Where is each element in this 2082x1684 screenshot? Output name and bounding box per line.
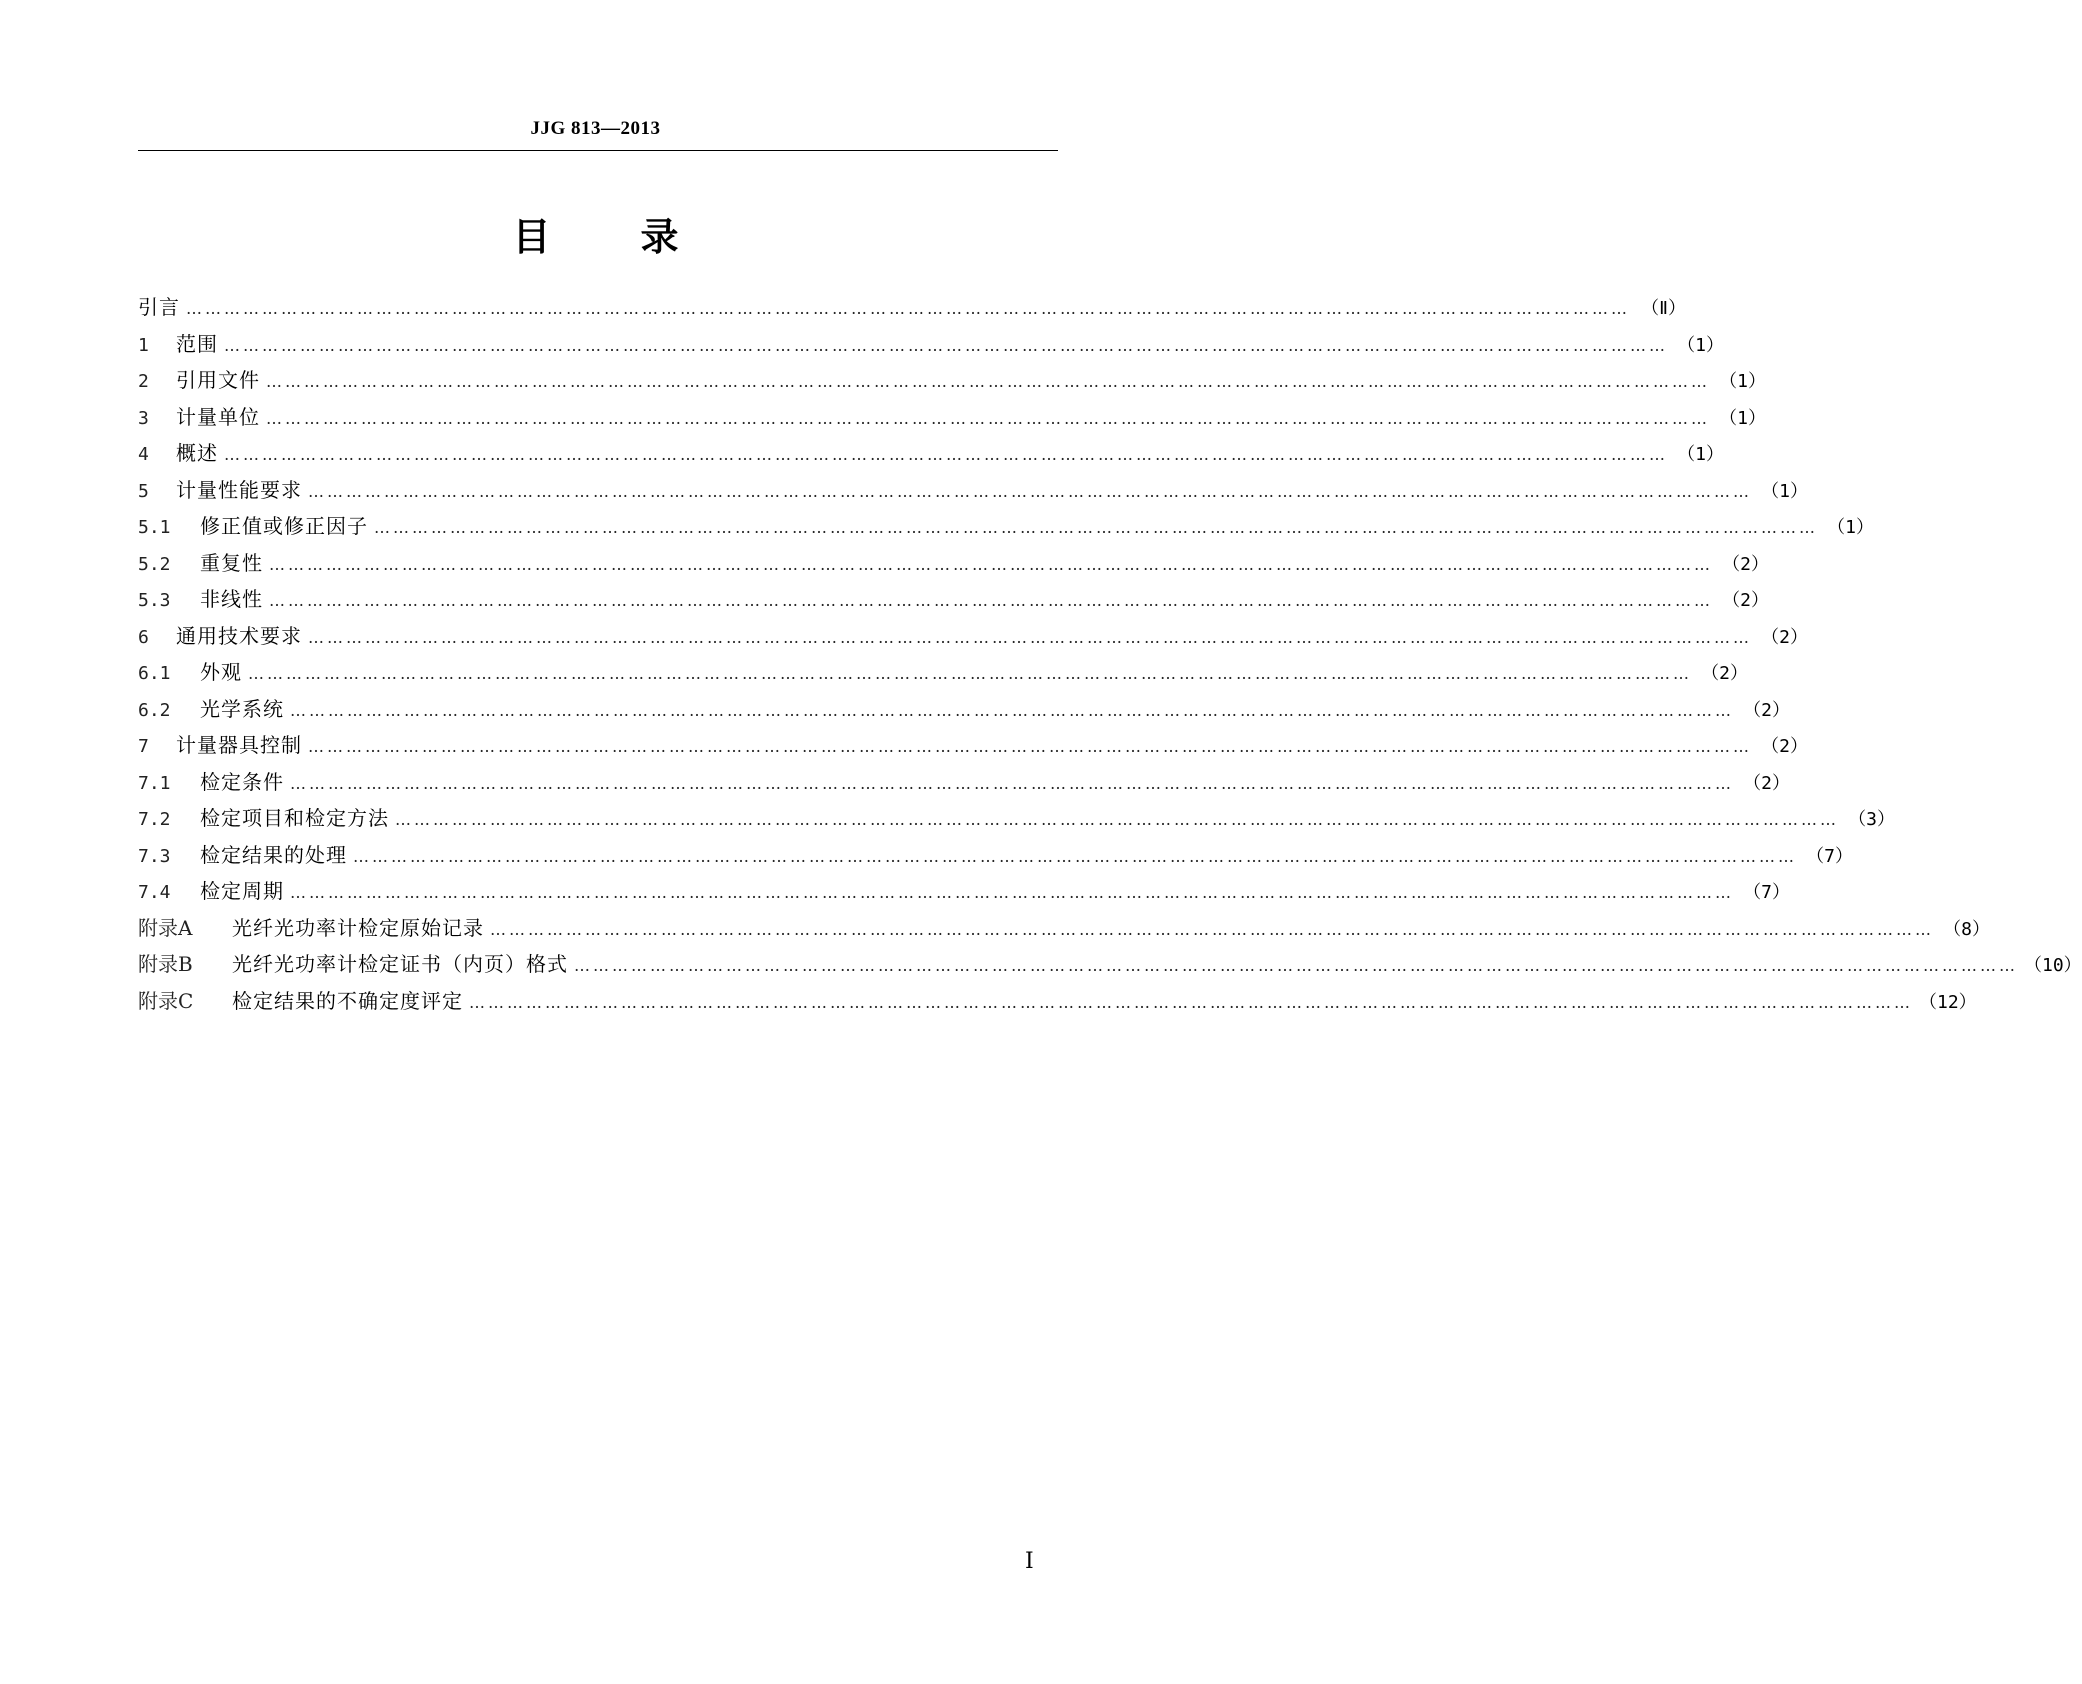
toc-entry[interactable]: [138, 946, 2082, 983]
toc-entry-number: 2: [138, 371, 149, 392]
toc-entry-title: 计量器具控制: [176, 733, 302, 757]
toc-entry-title: 通用技术要求: [176, 623, 302, 648]
toc-entry-number: 7: [138, 736, 149, 757]
toc-entry-number: 6: [138, 626, 149, 648]
toc-entry-title: 光纤光功率计检定原始记录: [232, 915, 484, 940]
toc-entry-number: 1: [138, 334, 149, 356]
toc-entry[interactable]: [138, 837, 1853, 874]
toc-entry-number: 7.1: [138, 772, 171, 794]
toc-dot-leader: [308, 474, 1752, 511]
toc-dot-leader: [266, 364, 1710, 401]
toc-entry-page: （1）: [1719, 407, 1766, 429]
toc-entry[interactable]: [138, 873, 1790, 910]
toc-entry-number: 附录C: [138, 988, 194, 1013]
toc-entry-title: 非线性: [200, 587, 263, 611]
toc-entry-page: （2）: [1743, 772, 1790, 794]
toc-entry-title: 计量单位: [176, 404, 260, 429]
document-code: JJG 813—2013: [530, 118, 661, 139]
toc-entry-page: （2）: [1722, 553, 1769, 575]
toc-entry-number: 5.2: [138, 553, 171, 575]
toc-dot-leader: [290, 693, 1734, 730]
toc-entry-page: （1）: [1827, 517, 1874, 538]
toc-dot-leader: [269, 583, 1713, 620]
toc-entry-number: 6.1: [138, 663, 171, 684]
toc-entry-page: （1）: [1677, 444, 1724, 465]
toc-entry-page: （2）: [1761, 626, 1808, 648]
toc-title-right: 录: [640, 215, 679, 259]
toc-entry-number: 3: [138, 407, 149, 429]
toc-entry-title: 光纤光功率计检定证书（内页）格式: [232, 952, 568, 976]
toc-entry-number: 附录A: [138, 915, 193, 940]
toc-entry-title: 引言: [138, 295, 180, 319]
toc-entry-title: 检定结果的处理: [200, 842, 347, 867]
toc-title-left: 目: [512, 215, 551, 259]
toc-dot-leader: [574, 948, 2018, 985]
toc-entry-page: （2）: [1701, 663, 1748, 684]
toc-entry-number: 5.1: [138, 517, 171, 538]
toc-entry[interactable]: [138, 545, 1769, 582]
toc-entry-page: （2）: [1743, 699, 1790, 721]
header-rule: [138, 150, 1058, 151]
toc-entry[interactable]: [138, 727, 1808, 764]
toc-dot-leader: [269, 547, 1713, 584]
toc-entry-page: （1）: [1677, 334, 1724, 356]
toc-entry-number: 6.2: [138, 699, 171, 721]
toc-entry-number: 7.2: [138, 809, 171, 830]
toc-entry[interactable]: [138, 289, 1686, 326]
page-folio: Ⅰ: [1025, 1548, 1034, 1573]
toc-dot-leader: [266, 401, 1710, 438]
toc-dot-leader: [395, 802, 1839, 839]
toc-dot-leader: [353, 839, 1797, 876]
toc-entry-title: 重复性: [200, 550, 263, 575]
toc-entry-number: 附录B: [138, 952, 193, 976]
toc-dot-leader: [469, 985, 1913, 1022]
toc-entry[interactable]: [138, 764, 1790, 801]
toc-entry[interactable]: [138, 800, 1895, 837]
toc-list: [138, 289, 2082, 1019]
toc-entry[interactable]: [138, 910, 1990, 947]
toc-entry-page: （1）: [1719, 371, 1766, 392]
toc-entry[interactable]: [138, 654, 1748, 691]
toc-dot-leader: [186, 291, 1630, 328]
toc-entry-page: （7）: [1806, 845, 1853, 867]
toc-dot-leader: [224, 437, 1668, 474]
toc-entry[interactable]: [138, 472, 1808, 509]
toc-entry-page: （3）: [1848, 809, 1895, 830]
toc-entry-title: 概述: [176, 441, 218, 465]
toc-entry-title: 检定结果的不确定度评定: [232, 988, 463, 1013]
toc-entry[interactable]: [138, 508, 1874, 545]
toc-entry[interactable]: [138, 326, 1724, 363]
toc-title: [0, 206, 1191, 261]
toc-entry-title: 检定项目和检定方法: [200, 806, 389, 830]
toc-entry-page: （Ⅱ）: [1641, 298, 1686, 319]
toc-entry-number: 4: [138, 444, 149, 465]
toc-entry[interactable]: [138, 983, 1977, 1020]
toc-entry-title: 外观: [200, 660, 242, 684]
toc-entry-page: （2）: [1722, 590, 1769, 611]
toc-entry[interactable]: [138, 581, 1769, 618]
toc-entry-page: （2）: [1761, 736, 1808, 757]
toc-entry-page: （12）: [1919, 991, 1977, 1013]
toc-dot-leader: [308, 729, 1752, 766]
toc-entry[interactable]: [138, 691, 1790, 728]
toc-entry-title: 计量性能要求: [176, 477, 302, 502]
toc-entry-number: 7.3: [138, 845, 171, 867]
toc-entry-title: 范围: [176, 331, 218, 356]
toc-entry-title: 引用文件: [176, 368, 260, 392]
toc-entry-page: （10）: [2024, 955, 2082, 976]
toc-entry-page: （8）: [1943, 918, 1990, 940]
toc-entry-title: 光学系统: [200, 696, 284, 721]
toc-entry[interactable]: [138, 399, 1766, 436]
toc-entry-page: （7）: [1743, 882, 1790, 903]
toc-entry[interactable]: [138, 435, 1724, 472]
toc-entry-number: 5: [138, 480, 149, 502]
toc-dot-leader: [308, 620, 1752, 657]
toc-entry-title: 检定周期: [200, 879, 284, 903]
toc-dot-leader: [248, 656, 1692, 693]
toc-dot-leader: [290, 875, 1734, 912]
toc-entry-number: 7.4: [138, 882, 171, 903]
toc-dot-leader: [224, 328, 1668, 365]
toc-entry-number: 5.3: [138, 590, 171, 611]
toc-dot-leader: [374, 510, 1818, 547]
toc-dot-leader: [290, 766, 1734, 803]
toc-entry-title: 检定条件: [200, 769, 284, 794]
toc-entry[interactable]: [138, 618, 1808, 655]
toc-dot-leader: [490, 912, 1934, 949]
toc-entry-title: 修正值或修正因子: [200, 514, 368, 538]
toc-entry-page: （1）: [1761, 480, 1808, 502]
toc-entry[interactable]: [138, 362, 1766, 399]
